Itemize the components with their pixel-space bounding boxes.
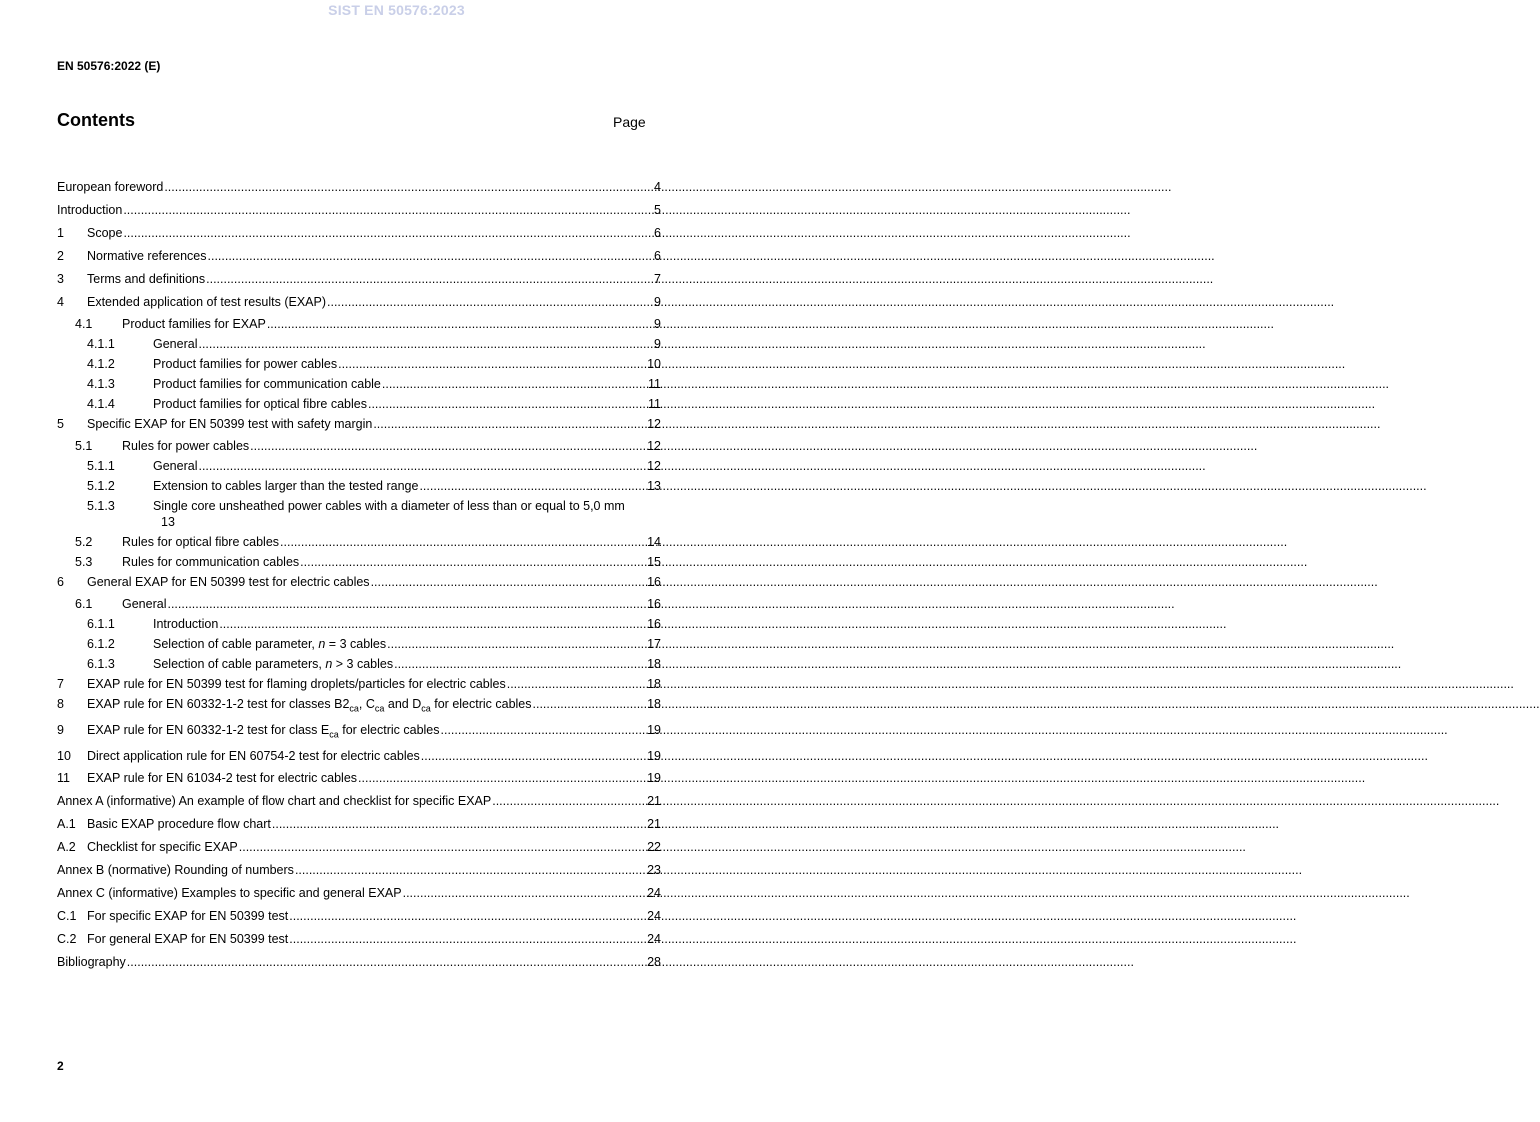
- toc-entry-number: 6: [57, 575, 64, 589]
- toc-entry-title: [153, 636, 386, 652]
- leader-dots: [167, 596, 646, 612]
- toc-entry-number: 4.1.1: [87, 337, 115, 351]
- toc-entry-page: 9: [654, 317, 661, 331]
- toc-entry-page: 12: [647, 439, 661, 453]
- toc-entry-title: For specific EXAP for EN 50399 test: [87, 909, 289, 923]
- title-text: and D: [384, 697, 422, 711]
- leader-dots: [371, 574, 647, 590]
- toc-entry-title: Checklist for specific EXAP: [87, 840, 238, 854]
- toc-entry-title: Normative references: [87, 249, 207, 263]
- toc-entry-page: 10: [647, 357, 661, 371]
- toc-entry-9[interactable]: [57, 722, 661, 738]
- toc-entry-number: 5.3: [75, 555, 93, 569]
- toc-entry-title: General: [153, 337, 198, 351]
- toc-entry-number: 4.1: [75, 317, 93, 331]
- toc-entry-6[interactable]: [57, 574, 661, 590]
- leader-dots: [368, 396, 647, 412]
- toc-entry-page: 21: [647, 794, 661, 808]
- toc-entry-10[interactable]: [57, 748, 661, 764]
- toc-entry-title: For general EXAP for EN 50399 test: [87, 932, 289, 946]
- toc-entry-page: 15: [647, 555, 661, 569]
- toc-entry-number: 5.1.3: [87, 499, 115, 513]
- toc-entry-title: [153, 656, 393, 672]
- leader-dots: [280, 534, 646, 550]
- toc-entry-page: 9: [654, 295, 661, 309]
- table-of-contents: [57, 176, 661, 970]
- leader-dots: [123, 202, 653, 218]
- title-text: = 3 cables: [325, 637, 387, 651]
- title-text: Selection of cable parameter,: [153, 637, 319, 651]
- toc-entry-3[interactable]: [57, 271, 661, 287]
- leader-dots: [206, 271, 653, 287]
- title-text: EXAP rule for EN 60332-1-2 test for class E: [87, 723, 330, 737]
- toc-entry-number: A.1: [57, 817, 76, 831]
- toc-entry-introduction[interactable]: [57, 202, 661, 218]
- subscript: ca: [349, 703, 359, 714]
- title-text: for electric cables: [430, 697, 532, 711]
- toc-entry-page: 24: [647, 909, 661, 923]
- toc-entry-number: 5.2: [75, 535, 93, 549]
- toc-entry-1[interactable]: [57, 225, 661, 241]
- toc-entry-title: Product families for EXAP: [122, 317, 266, 331]
- toc-entry-page: 18: [647, 697, 661, 711]
- leader-dots: [164, 179, 653, 195]
- leader-dots: [492, 793, 646, 809]
- page-number: 2: [57, 1059, 64, 1073]
- toc-entry-number: 5.1.2: [87, 479, 115, 493]
- toc-entry-annex-a[interactable]: [57, 793, 661, 809]
- toc-entry-5-3[interactable]: [57, 554, 661, 570]
- toc-entry-title: Product families for communication cable: [153, 377, 381, 391]
- toc-entry-number: 9: [57, 723, 64, 737]
- toc-entry-title: Product families for optical fibre cables: [153, 397, 367, 411]
- toc-entry-bibliography[interactable]: [57, 954, 661, 970]
- toc-entry-4-1-4[interactable]: [57, 396, 661, 412]
- subscript: ca: [329, 729, 339, 740]
- toc-entry-page: 7: [654, 272, 661, 286]
- toc-entry-annex-b[interactable]: [57, 862, 661, 878]
- toc-entry-number: 10: [57, 749, 71, 763]
- toc-entry-number: 4: [57, 295, 64, 309]
- toc-entry-title: Scope: [87, 226, 123, 240]
- toc-entry-page: 17: [647, 637, 661, 651]
- toc-entry-8[interactable]: [57, 696, 661, 712]
- toc-entry-2[interactable]: [57, 248, 661, 264]
- toc-entry-title: General EXAP for EN 50399 test for electric cables: [87, 575, 370, 589]
- toc-entry-number: C.1: [57, 909, 77, 923]
- toc-entry-page: 9: [654, 337, 661, 351]
- toc-entry-a-2[interactable]: [57, 839, 661, 855]
- toc-entry-number: 5.1: [75, 439, 93, 453]
- contents-title: Contents: [57, 110, 135, 130]
- toc-entry-title: Extended application of test results (EXAP): [87, 295, 327, 309]
- toc-entry-title: Terms and definitions: [87, 272, 206, 286]
- toc-entry-number: 2: [57, 249, 64, 263]
- leader-dots: [403, 885, 646, 901]
- toc-entry-annex-c[interactable]: [57, 885, 661, 901]
- toc-entry-c-2[interactable]: [57, 931, 661, 947]
- leader-dots: [338, 356, 646, 372]
- toc-entry-page: 19: [647, 723, 661, 737]
- toc-entry-11[interactable]: [57, 770, 661, 786]
- toc-entry-page: 16: [647, 575, 661, 589]
- toc-entry-title: Annex A (informative) An example of flow chart and checklist for specific EXAP: [57, 794, 492, 808]
- toc-entry-page: 12: [647, 459, 661, 473]
- toc-entry-number: 4.1.3: [87, 377, 115, 391]
- leader-dots: [289, 931, 646, 947]
- toc-entry-page: 22: [647, 840, 661, 854]
- leader-dots: [421, 748, 646, 764]
- toc-entry-title: Rules for optical fibre cables: [122, 535, 280, 549]
- toc-entry-page: 18: [647, 657, 661, 671]
- toc-entry-title: Introduction: [57, 203, 123, 217]
- title-text: EXAP rule for EN 60332-1-2 test for classes B2: [87, 697, 350, 711]
- toc-entry-title: Extension to cables larger than the tested range: [153, 479, 419, 493]
- toc-entry-6-1[interactable]: [57, 596, 661, 612]
- toc-entry-title: EXAP rule for EN 50399 test for flaming droplets/particles for electric cables: [87, 677, 506, 691]
- toc-entry-5-1-3[interactable]: [57, 498, 661, 530]
- toc-entry-title: European foreword: [57, 180, 164, 194]
- toc-entry-title: [87, 722, 440, 738]
- document-id: EN 50576:2022 (E): [57, 59, 161, 73]
- toc-entry-page: 12: [647, 417, 661, 431]
- toc-entry-7[interactable]: [57, 676, 661, 692]
- toc-entry-title: Rules for communication cables: [122, 555, 300, 569]
- toc-entry-page: 19: [647, 771, 661, 785]
- leader-dots: [507, 676, 646, 692]
- variable-n: n: [325, 657, 333, 671]
- leader-dots: [358, 770, 646, 786]
- page-column-label: Page: [613, 114, 646, 130]
- toc-entry-title: Specific EXAP for EN 50399 test with safety margin: [87, 417, 373, 431]
- leader-dots: [382, 376, 647, 392]
- leader-dots: [250, 438, 646, 454]
- toc-entry-page: 16: [647, 617, 661, 631]
- toc-entry-number: 3: [57, 272, 64, 286]
- leader-dots: [295, 862, 646, 878]
- title-text: > 3 cables: [332, 657, 394, 671]
- toc-entry-page: 13: [647, 479, 661, 493]
- toc-entry-page: 18: [647, 677, 661, 691]
- title-text: Selection of cable parameters,: [153, 657, 326, 671]
- toc-entry-number: 1: [57, 226, 64, 240]
- toc-entry-page: 16: [647, 597, 661, 611]
- toc-entry-title: General: [153, 459, 198, 473]
- toc-entry-6-1-2[interactable]: [57, 636, 661, 652]
- leader-dots: [394, 656, 646, 672]
- leader-dots: [272, 816, 646, 832]
- toc-entry-page: 6: [654, 249, 661, 263]
- leader-dots: [533, 696, 647, 712]
- toc-entry-number: 4.1.2: [87, 357, 115, 371]
- toc-entry-number: C.2: [57, 932, 77, 946]
- toc-entry-number: 6.1.1: [87, 617, 115, 631]
- toc-entry-page: 11: [648, 377, 661, 391]
- leader-dots: [219, 616, 646, 632]
- leader-dots: [208, 248, 654, 264]
- toc-entry-page: 14: [647, 535, 661, 549]
- toc-entry-page: 6: [654, 226, 661, 240]
- toc-entry-5[interactable]: [57, 416, 661, 432]
- watermark: SIST EN 50576:2023: [328, 2, 465, 18]
- leader-dots: [198, 458, 646, 474]
- leader-dots: [419, 478, 646, 494]
- toc-entry-title: Bibliography: [57, 955, 126, 969]
- toc-entry-title: Annex B (normative) Rounding of numbers: [57, 863, 294, 877]
- toc-entry-number: 6.1.3: [87, 657, 115, 671]
- toc-entry-number: 11: [57, 771, 70, 785]
- toc-entry-page: 24: [647, 886, 661, 900]
- leader-dots: [373, 416, 646, 432]
- toc-entry-title: EXAP rule for EN 61034-2 test for electric cables: [87, 771, 358, 785]
- toc-entry-page: 28: [647, 955, 661, 969]
- leader-dots: [127, 954, 646, 970]
- toc-entry-title: Basic EXAP procedure flow chart: [87, 817, 271, 831]
- toc-entry-number: 5.1.1: [87, 459, 115, 473]
- toc-entry-5-2[interactable]: [57, 534, 661, 550]
- title-text: , C: [358, 697, 375, 711]
- toc-entry-4-1-1[interactable]: [57, 336, 661, 352]
- toc-entry-page: 23: [647, 863, 661, 877]
- toc-entry-title: General: [122, 597, 167, 611]
- toc-entry-page: 19: [647, 749, 661, 763]
- subscript: ca: [421, 703, 431, 714]
- toc-entry-title: [87, 696, 532, 712]
- leader-dots: [267, 316, 653, 332]
- subscript: ca: [374, 703, 385, 714]
- toc-entry-page: 24: [647, 932, 661, 946]
- variable-n: n: [318, 637, 326, 651]
- toc-entry-6-1-1[interactable]: [57, 616, 661, 632]
- toc-entry-page: 13: [161, 515, 175, 529]
- toc-entry-foreword[interactable]: [57, 179, 661, 195]
- toc-entry-5-1[interactable]: [57, 438, 661, 454]
- toc-entry-number: 6.1: [75, 597, 93, 611]
- toc-entry-number: 7: [57, 677, 64, 691]
- leader-dots: [289, 908, 646, 924]
- toc-entry-title: Product families for power cables: [153, 357, 338, 371]
- toc-entry-title: Rules for power cables: [122, 439, 250, 453]
- toc-entry-page: 5: [654, 203, 661, 217]
- toc-entry-title: Annex C (informative) Examples to specific and general EXAP: [57, 886, 402, 900]
- leader-dots: [327, 294, 653, 310]
- toc-entry-number: 4.1.4: [87, 397, 115, 411]
- toc-entry-5-1-2[interactable]: [57, 478, 661, 494]
- toc-entry-4-1[interactable]: [57, 316, 661, 332]
- title-text: for electric cables: [338, 723, 440, 737]
- toc-entry-title: Introduction: [153, 617, 219, 631]
- leader-dots: [387, 636, 646, 652]
- toc-entry-a-1[interactable]: [57, 816, 661, 832]
- toc-entry-title: Direct application rule for EN 60754-2 test for electric cables: [87, 749, 420, 763]
- toc-entry-4-1-3[interactable]: [57, 376, 661, 392]
- toc-entry-number: 6.1.2: [87, 637, 115, 651]
- toc-entry-c-1[interactable]: [57, 908, 661, 924]
- leader-dots: [300, 554, 646, 570]
- toc-entry-number: 8: [57, 697, 64, 711]
- leader-dots: [198, 336, 653, 352]
- toc-entry-page: 11: [648, 397, 661, 411]
- toc-entry-4-1-2[interactable]: [57, 356, 661, 372]
- toc-entry-6-1-3[interactable]: [57, 656, 661, 672]
- toc-entry-number: 5: [57, 417, 64, 431]
- toc-entry-title: Single core unsheathed power cables with a diameter of less than or equal to 5,0 mm: [153, 499, 625, 513]
- toc-entry-page: 4: [654, 180, 661, 194]
- toc-entry-4[interactable]: [57, 294, 661, 310]
- leader-dots: [123, 225, 653, 241]
- leader-dots: [441, 722, 647, 738]
- toc-entry-number: A.2: [57, 840, 76, 854]
- leader-dots: [239, 839, 646, 855]
- toc-entry-5-1-1[interactable]: [57, 458, 661, 474]
- toc-entry-page: 21: [647, 817, 661, 831]
